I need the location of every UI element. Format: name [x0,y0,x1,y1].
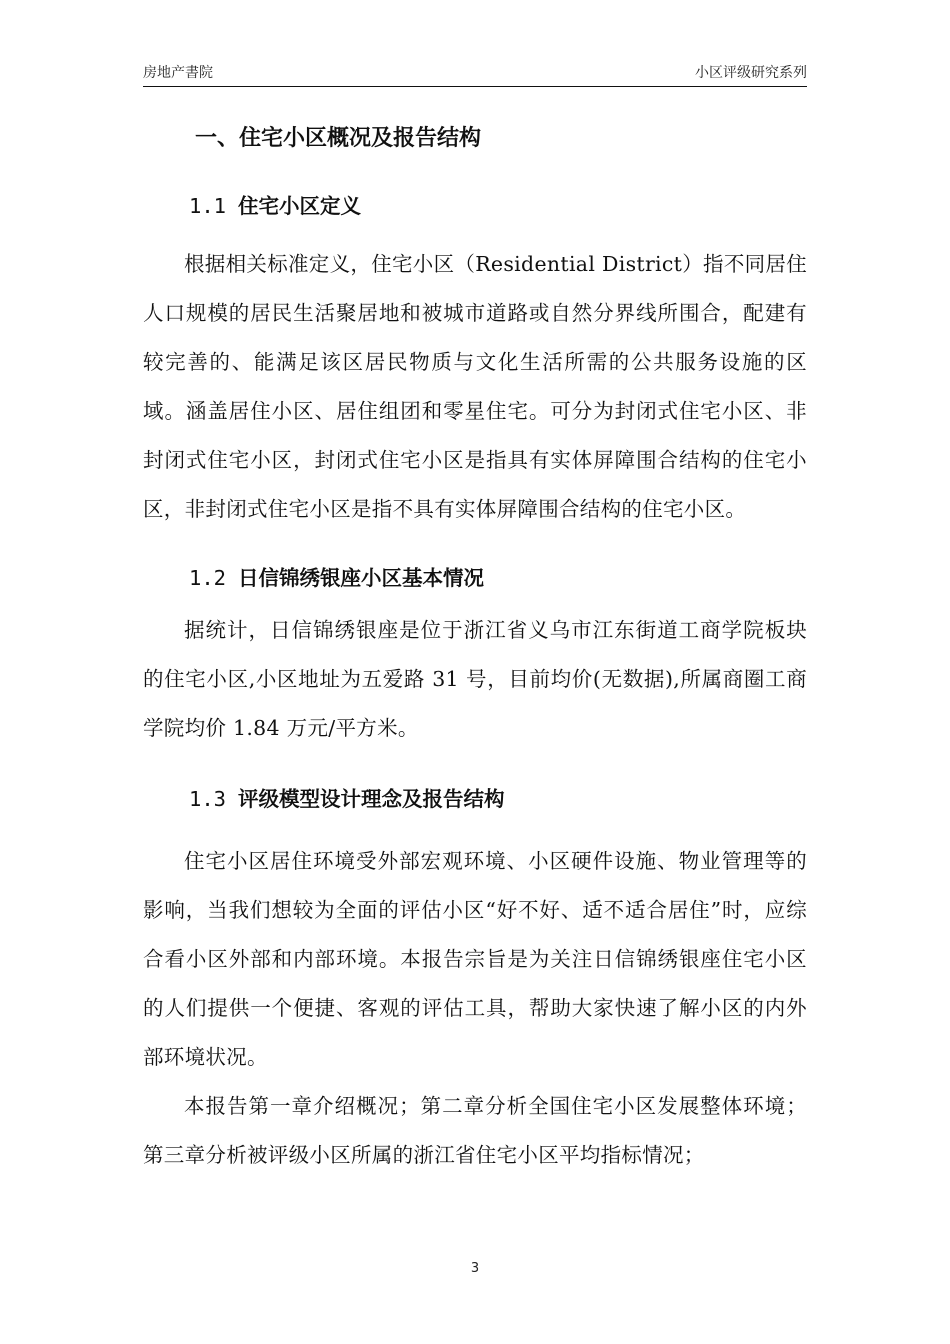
section-heading-1-2 [189,554,807,602]
header-divider [143,86,807,87]
section-title: 住宅小区定义 [238,194,362,218]
section-number: 1.1 [189,194,227,218]
header-publisher: 房地产書院 [143,65,213,81]
paragraph: 本报告第一章介绍概况；第二章分析全国住宅小区发展整体环境；第三章分析被评级小区所属的浙江省住宅小区平均指标情况； [143,1094,807,1167]
section-title: 评级模型设计理念及报告结构 [238,787,505,811]
page-header [143,64,807,90]
section-title: 日信锦绣银座小区基本情况 [238,566,485,590]
chapter-title: 一、住宅小区概况及报告结构 [195,126,482,151]
section-number: 1.2 [189,566,227,590]
paragraph: 住宅小区居住环境受外部宏观环境、小区硬件设施、物业管理等的影响，当我们想较为全面的评估小区“好不好、适不适合居住”时，应综合看小区外部和内部环境。本报告宗旨是为关注日信锦绣银座住宅小区的人们提供一个便捷、客观的评估工具，帮助大家快速了解小区的内外部环境状况。 [143,849,807,1069]
section-heading-1-3 [189,775,807,823]
paragraph: 据统计，日信锦绣银座是位于浙江省义乌市江东街道工商学院板块的住宅小区,小区地址为五爱路 31 号，目前均价(无数据),所属商圈工商学院均价 1.84 万元/平方米。 [143,618,807,740]
page-number: 3 [470,1261,480,1276]
section-heading-1-1 [189,182,807,230]
paragraph: 根据相关标准定义，住宅小区（Residential District）指不同居住人口规模的居民生活聚居地和被城市道路或自然分界线所围合，配建有较完善的、能满足该区居民物质与文化生活所需的公共服务设施的区域。涵盖居住小区、居住组团和零星住宅。可分为封闭式住宅小区、非封闭式住宅小区，封闭式住宅小区是指具有实体屏障围合结构的住宅小区，非封闭式住宅小区是指不具有实体屏障围合结构的住宅小区。 [143,252,808,521]
header-series: 小区评级研究系列 [695,65,807,81]
section-number: 1.3 [189,787,227,811]
document-body [143,112,807,1180]
